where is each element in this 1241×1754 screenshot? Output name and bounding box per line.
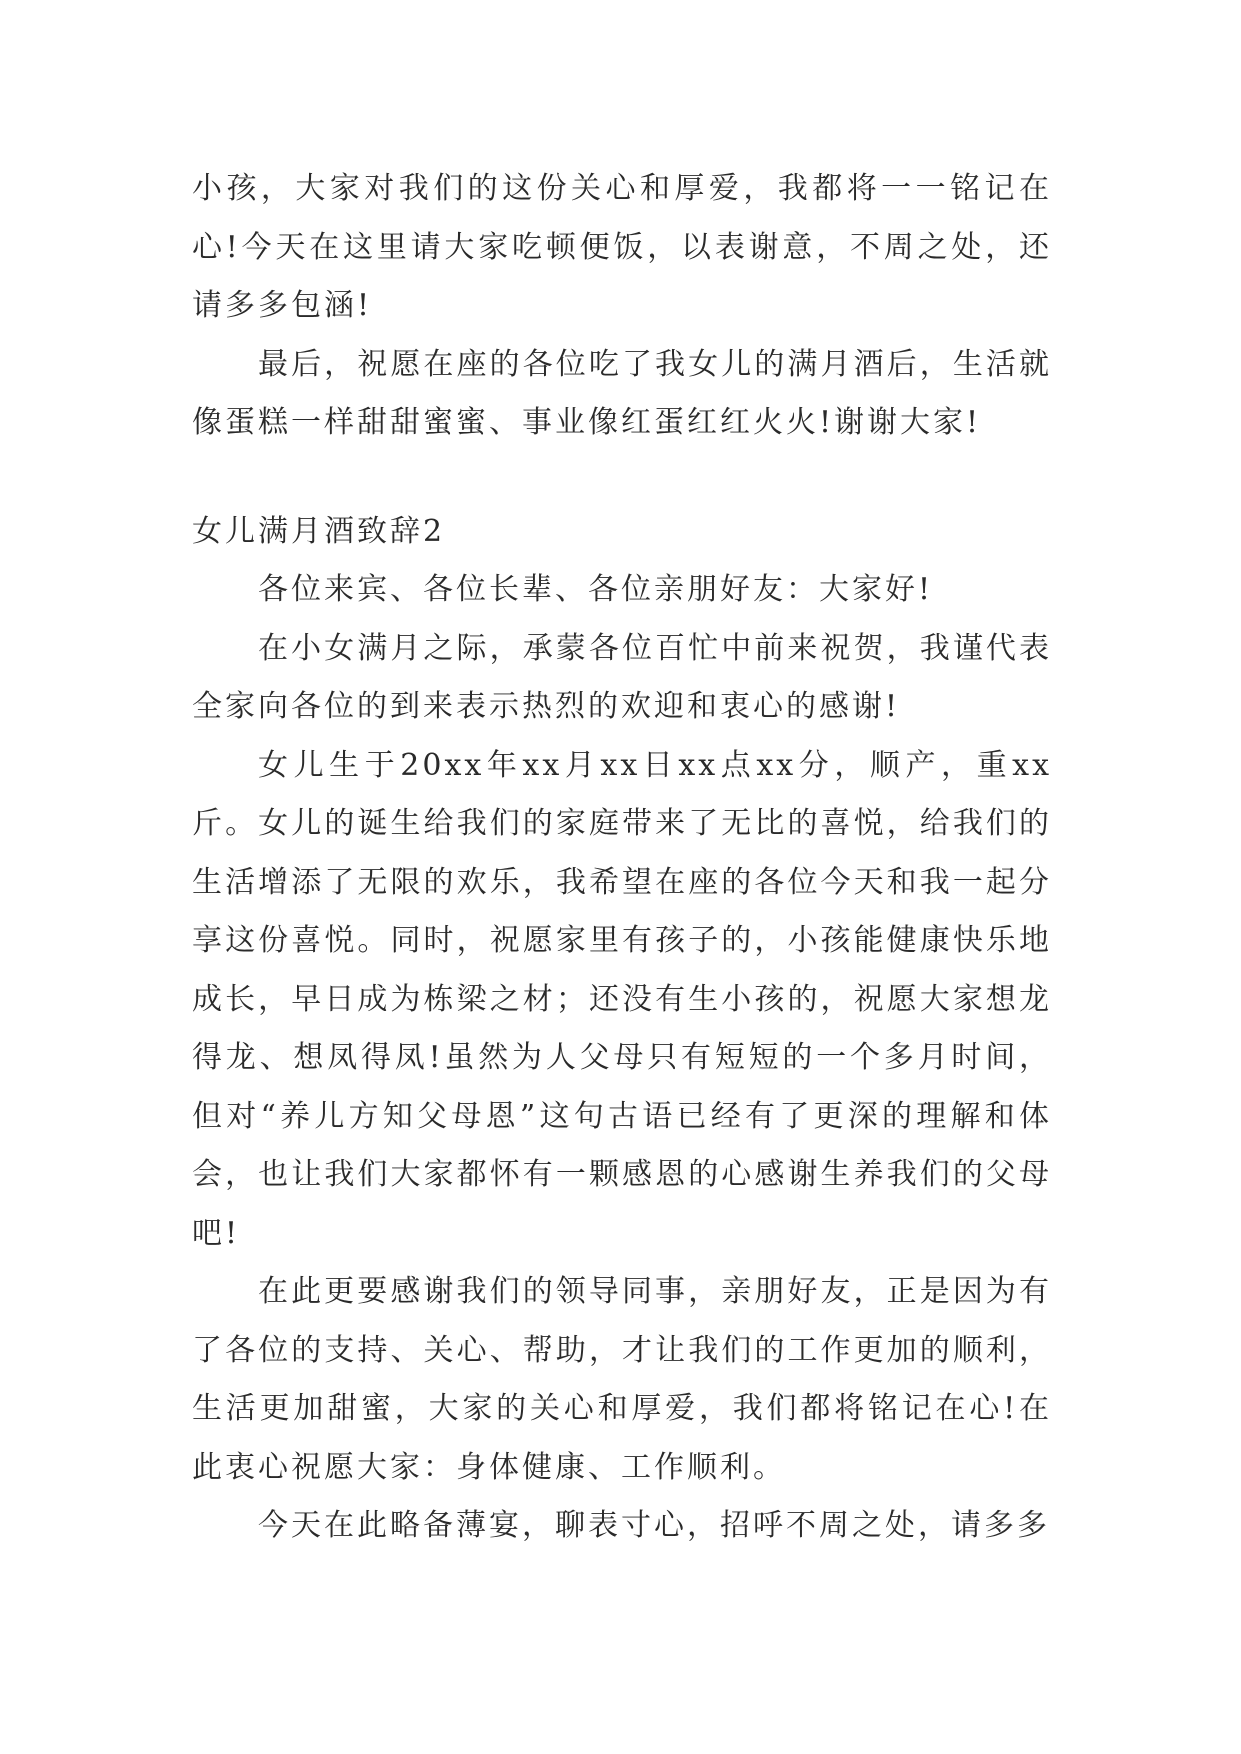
document-body	[192, 160, 1052, 1556]
paragraph-continued: 小孩，大家对我们的这份关心和厚爱，我都将一一铭记在心!今天在这里请大家吃顿便饭，以表谢意，不周之处，还请多多包涵!	[192, 171, 1052, 323]
paragraph-banquet: 今天在此略备薄宴，聊表寸心，招呼不周之处，请多多	[258, 1508, 1050, 1543]
paragraph-closing-wish: 最后，祝愿在座的各位吃了我女儿的满月酒后，生活就像蛋糕一样甜甜蜜蜜、事业像红蛋红红火火!谢谢大家!	[192, 346, 1052, 440]
paragraph-thanks: 在此更要感谢我们的领导同事，亲朋好友，正是因为有了各位的支持、关心、帮助，才让我们的工作更加的顺利，生活更加甜蜜，大家的关心和厚爱，我们都将铭记在心!在此衷心祝愿大家：身体健康、工作顺利。	[192, 1274, 1052, 1485]
paragraph-birth: 女儿生于20xx年xx月xx日xx点xx分，顺产，重xx斤。女儿的诞生给我们的家庭带来了无比的喜悦，给我们的生活增添了无限的欢乐，我希望在座的各位今天和我一起分享这份喜悦。同时，祝愿家里有孩子的，小孩能健康快乐地成长，早日成为栋梁之材；还没有生小孩的，祝愿大家想龙得龙、想凤得凤!虽然为人父母只有短短的一个多月时间，但对“养儿方知父母恩”这句古语已经有了更深的理解和体会，也让我们大家都怀有一颗感恩的心感谢生养我们的父母吧!	[192, 747, 1052, 1251]
section-title: 女儿满月酒致辞2	[192, 513, 446, 549]
paragraph-greeting: 各位来宾、各位长辈、各位亲朋好友：大家好!	[258, 572, 934, 607]
paragraph-welcome: 在小女满月之际，承蒙各位百忙中前来祝贺，我谨代表全家向各位的到来表示热烈的欢迎和衷心的感谢!	[192, 630, 1052, 724]
